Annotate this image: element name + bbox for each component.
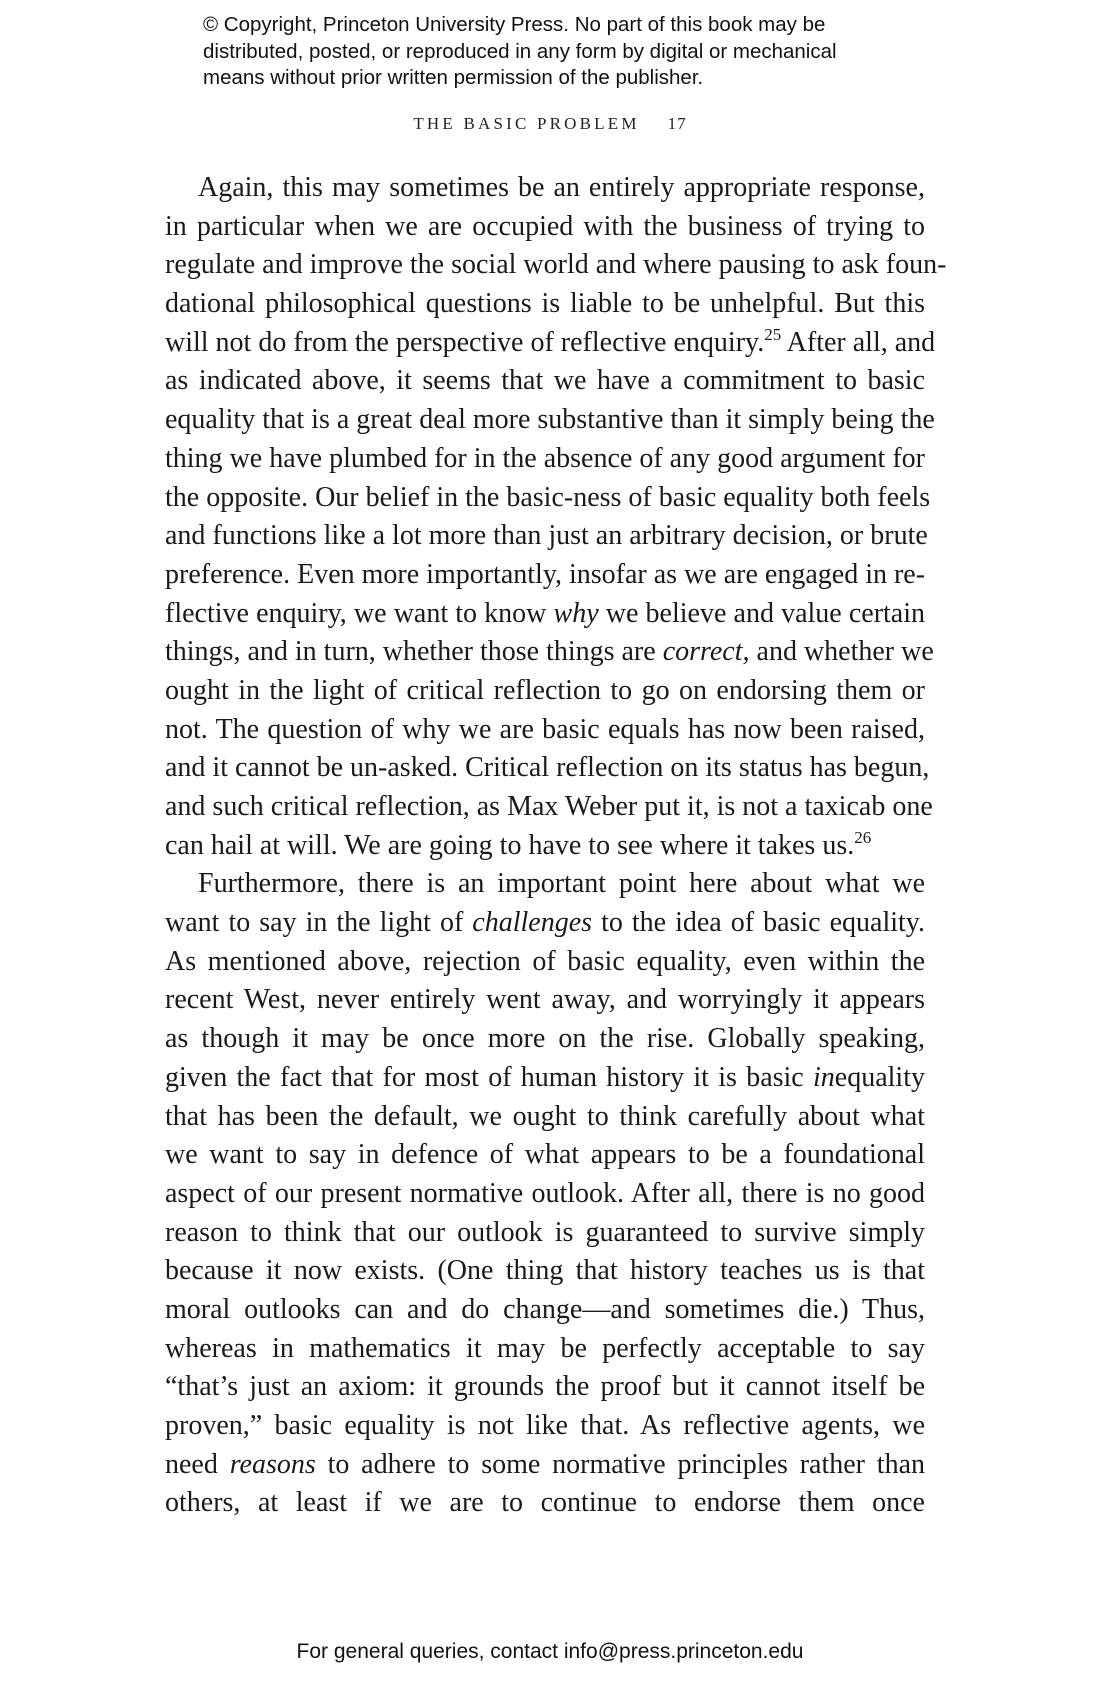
text-line: others, at least if we are to continue to endorse them once <box>165 1487 925 1519</box>
text-line: proven,” basic equality is not like that. As reflective agents, we <box>165 1410 925 1441</box>
text-line: as indicated above, it seems that we have a commitment to basic <box>165 365 925 397</box>
text-segment: will not do from the perspective of reflective enquiry. <box>165 326 765 358</box>
text-line: recent West, never entirely went away, and worryingly it appears <box>165 984 925 1016</box>
text-line: thing we have plumbed for in the absence of any good argument for <box>165 442 925 474</box>
emphasis: reasons <box>229 1448 316 1480</box>
text-line: in particular when we are occupied with the business of trying to <box>165 210 925 242</box>
text-line: “that’s just an axiom: it grounds the proof but it cannot itself be <box>165 1371 925 1403</box>
text-line: dational philosophical questions is liable to be unhelpful. But this <box>165 288 925 320</box>
text-segment: to the idea of basic equality. <box>592 907 925 939</box>
text-segment: to adhere to some normative principles rather than <box>315 1448 925 1480</box>
running-head <box>0 114 1100 134</box>
text-line: reason to think that our outlook is guaranteed to survive simply <box>165 1216 925 1248</box>
text-line: equality that is a great deal more substantive than it simply being the <box>165 404 935 436</box>
text-line: we want to say in defence of what appears to be a foundational <box>165 1139 925 1171</box>
text-line: preference. Even more importantly, insofar as we are engaged in re- <box>165 558 926 590</box>
footnote-marker: 25 <box>764 324 782 344</box>
text-line <box>165 1446 925 1485</box>
text-line: as though it may be once more on the rise. Globally speaking, <box>165 1023 925 1055</box>
text-line: and it cannot be un-asked. Critical reflection on its status has begun, <box>165 752 930 784</box>
text-segment: flective enquiry, we want to know <box>165 597 554 629</box>
text-line: the opposite. Our belief in the basic-ness of basic equality both feels <box>165 481 931 513</box>
text-segment: things, and in turn, whether those things are <box>165 636 663 668</box>
running-title: THE BASIC PROBLEM <box>413 114 640 133</box>
text-segment: we believe and value certain <box>598 597 926 629</box>
text-line: aspect of our present normative outlook. After all, there is no good <box>165 1177 925 1209</box>
footer-contact: For general queries, contact info@press.princeton.edu <box>296 1640 804 1663</box>
page-number: 17 <box>667 114 687 133</box>
text-line <box>165 1059 925 1098</box>
text-segment: equality <box>834 1061 925 1093</box>
text-line: whereas in mathematics it may be perfectly acceptable to say <box>165 1332 925 1364</box>
text-segment: given the fact that for most of human history it is basic <box>165 1061 814 1093</box>
text-line <box>165 633 934 672</box>
footnote-marker: 26 <box>854 827 872 847</box>
emphasis: correct, <box>662 636 750 668</box>
text-line: and functions like a lot more than just an arbitrary decision, or brute <box>165 520 928 552</box>
copyright-line: means without prior written permission of the publisher. <box>203 66 704 89</box>
text-line: As mentioned above, rejection of basic equality, even within the <box>165 945 925 977</box>
emphasis: challenges <box>472 907 593 939</box>
text-segment: need <box>165 1448 230 1480</box>
text-line: ought in the light of critical reflection to go on endorsing them or <box>165 674 925 706</box>
text-segment: and whether we <box>749 636 934 668</box>
copyright-line: © Copyright, Princeton University Press. No part of this book may be <box>203 13 826 36</box>
text-line <box>165 324 936 363</box>
text-line: and such critical reflection, as Max Weber put it, is not a taxicab one <box>165 791 933 822</box>
text-segment: After all, and <box>781 326 936 358</box>
emphasis: why <box>553 597 599 629</box>
text-line <box>165 595 925 634</box>
text-line: moral outlooks can and do change—and sometimes die.) Thus, <box>165 1293 925 1325</box>
text-line: not. The question of why we are basic equals has now been raised, <box>165 713 925 745</box>
text-line <box>165 904 925 943</box>
text-line: Again, this may sometimes be an entirely appropriate response, <box>198 172 925 203</box>
copyright-line: distributed, posted, or reproduced in any form by digital or mechanical <box>203 39 837 63</box>
emphasis: in <box>813 1061 835 1093</box>
copyright-notice <box>203 12 923 92</box>
text-segment: can hail at will. We are going to have to see where it takes us. <box>165 829 855 861</box>
text-line: Furthermore, there is an important point here about what we <box>198 868 925 900</box>
text-segment: want to say in the light of <box>165 907 473 939</box>
text-line <box>165 827 925 866</box>
text-line: because it now exists. (One thing that history teaches us is that <box>165 1255 925 1287</box>
text-line: regulate and improve the social world and where pausing to ask foun- <box>165 249 947 281</box>
body-text <box>165 169 947 1523</box>
text-line: that has been the default, we ought to think carefully about what <box>165 1100 925 1132</box>
